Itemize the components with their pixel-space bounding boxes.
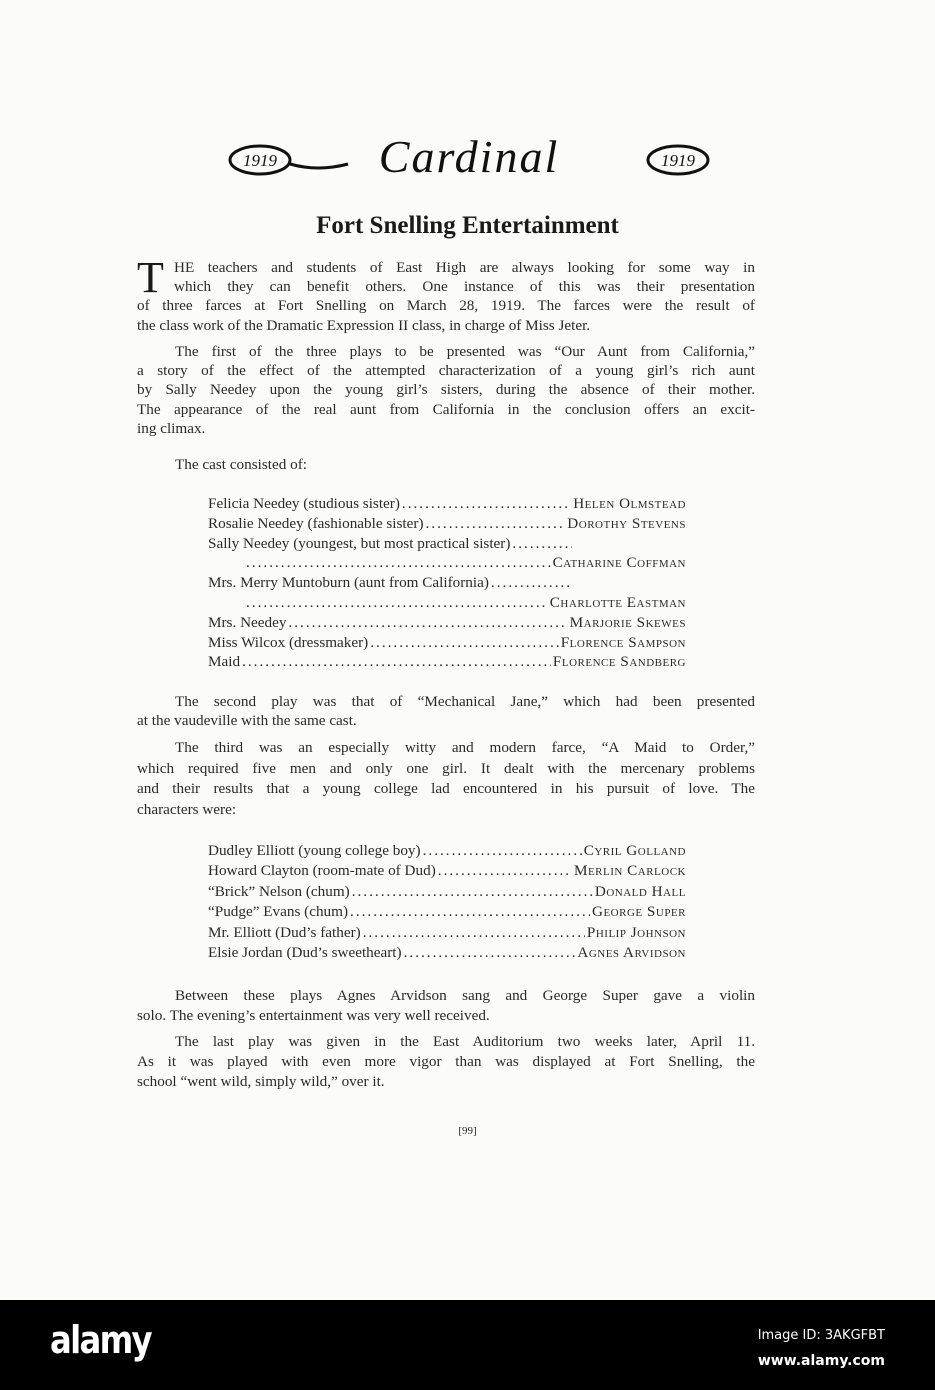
text-line: by Sally Needey upon the young girl’s sisters, during the absence of their mother. [137, 381, 755, 399]
actor: Helen Olmstead [573, 495, 686, 512]
watermark-bar [0, 1300, 935, 1390]
role: Felicia Needey (studious sister) [208, 495, 400, 512]
actor: Florence Sandberg [552, 653, 686, 671]
text-line: solo. The evening’s entertainment was very well received. [137, 1007, 490, 1024]
role: Dudley Elliott (young college boy) [208, 842, 421, 859]
svg-text:Cardinal: Cardinal [378, 136, 560, 182]
actor: George Super [592, 903, 686, 921]
cast-entry [208, 652, 686, 672]
role: Mr. Elliott (Dud’s father) [208, 923, 361, 941]
actor: Marjorie Skewes [569, 613, 686, 631]
cast-entry [208, 514, 686, 534]
svg-text:1919: 1919 [243, 151, 277, 170]
svg-text:1919: 1919 [661, 151, 695, 170]
role: “Pudge” Evans (chum) [208, 903, 349, 921]
role: Sally Needey (youngest, but most practical sister) [208, 534, 511, 552]
text-line: characters were: [137, 800, 237, 818]
paragraph-second-play [137, 692, 755, 730]
image-id: Image ID: 3AKGFBT [757, 1328, 885, 1343]
text-line: The third was an especially witty and modern farce, “A Maid to Order,” [175, 739, 755, 756]
actor: Merlin Carlock [573, 862, 686, 880]
cast-entry [208, 943, 686, 963]
cardinal-masthead-logo [228, 136, 710, 182]
text-line: The appearance of the real aunt from California in the conclusion offers an excit- [137, 400, 755, 418]
drop-cap: T [137, 253, 164, 302]
text-line: HE teachers and students of East High are always looking for some way in [174, 259, 755, 276]
actor: Charlotte Eastman [549, 593, 686, 611]
paragraph-third-play [137, 738, 755, 820]
cast-entry [208, 923, 686, 943]
text-line: the class work of the Dramatic Expression II class, in charge of Miss Jeter. [137, 316, 591, 334]
actor: Agnes Arvidson [577, 944, 686, 962]
text-line: which required five men and only one girl. It dealt with the mercenary problems [137, 759, 755, 777]
cast-intro [137, 455, 755, 474]
cast-entry [208, 841, 686, 861]
text-line: The last play was given in the East Auditorium two weeks later, April 11. [175, 1033, 755, 1050]
paragraph-last-play [137, 1032, 755, 1092]
text-line: of three farces at Fort Snelling on March 28, 1919. The farces were the result of [137, 297, 755, 315]
cast-entry [208, 902, 686, 922]
text-line: As it was played with even more vigor than was displayed at Fort Snelling, the [137, 1053, 755, 1070]
text-line: which they can benefit others. One instance of this was their presentation [174, 278, 755, 296]
watermark-url: www.alamy.com [757, 1353, 885, 1369]
text-line: school “went wild, simply wild,” over it. [137, 1073, 385, 1090]
actor: Philip Johnson [586, 923, 686, 941]
cast-entry [208, 861, 686, 881]
role: Miss Wilcox (dressmaker) [208, 633, 369, 651]
cast-entry [208, 573, 686, 593]
role: Howard Clayton (room-mate of Dud) [208, 862, 436, 880]
role: Mrs. Merry Muntoburn (aunt from California) [208, 574, 489, 592]
text-line: and their results that a young college lad encountered in his pursuit of love. The [137, 780, 755, 797]
cast-entry [208, 613, 686, 633]
text-line: at the vaudeville with the same cast. [137, 712, 357, 730]
role: Elsie Jordan (Dud’s sweetheart) [208, 944, 402, 962]
paragraph-first-play [137, 342, 755, 438]
paragraph-between-plays [137, 986, 755, 1026]
role: Maid [208, 653, 241, 671]
cast-list-2 [208, 841, 686, 963]
actor: Cyril Golland [583, 842, 686, 859]
text-line: ing climax. [137, 419, 206, 437]
actor: Donald Hall [594, 882, 686, 900]
cast-entry [208, 882, 686, 902]
role: Rosalie Needey (fashionable sister) [208, 514, 424, 532]
text-line: a story of the effect of the attempted characterization of a young girl’s rich aunt [137, 362, 755, 380]
paragraph-intro [137, 253, 755, 335]
text-line: The second play was that of “Mechanical Jane,” which had been presented [175, 693, 755, 710]
cast-entry [208, 534, 686, 554]
cast-entry [208, 633, 686, 653]
text-line: The cast consisted of: [175, 456, 308, 473]
alamy-logo: alamy [50, 1318, 151, 1362]
actor: Dorothy Stevens [567, 514, 686, 532]
cast-entry [208, 494, 686, 514]
text-line: Between these plays Agnes Arvidson sang and George Super gave a violin [175, 987, 755, 1004]
cast-list-1 [208, 494, 686, 672]
actor: Florence Sampson [560, 633, 686, 651]
actor: Catharine Coffman [552, 554, 686, 572]
page-title: Fort Snelling Entertainment [316, 212, 619, 239]
text-line: The first of the three plays to be presented was “Our Aunt from California,” [175, 343, 755, 360]
role: “Brick” Nelson (chum) [208, 882, 350, 900]
page-number: [99] [458, 1125, 477, 1137]
role: Mrs. Needey [208, 613, 287, 631]
